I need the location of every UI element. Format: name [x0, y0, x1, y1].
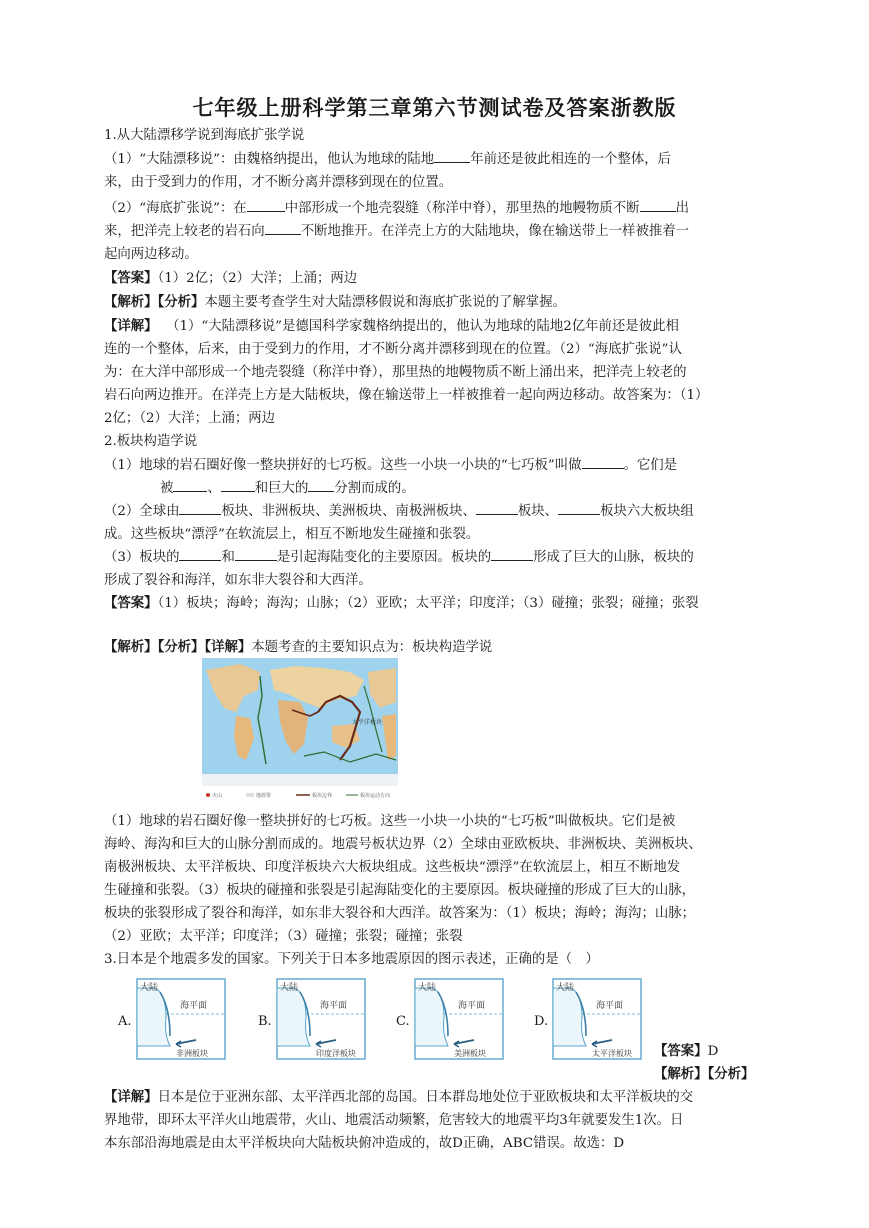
blank — [582, 454, 624, 469]
diagram-land-label: 大陆 — [280, 983, 299, 993]
blank — [265, 220, 301, 235]
diagram-sea-label: 海平面 — [180, 1001, 208, 1011]
q3-detail-line3: 本东部沿海地震是由太平洋板块向大陆板块俯冲造成的，故D正确，ABC错误。故选：D — [104, 1136, 625, 1151]
diagram-land-label: 大陆 — [140, 983, 159, 993]
q1-detail-line2: 连的一个整体，后来，由于受到力的作用，才不断分离并漂移到现在的位置。（2）“海底扩张说”认 — [104, 342, 682, 357]
q2-detail-line1: （1）地球的岩石圈好像一整块拼好的七巧板。这些一小块一小块的“七巧板”叫做板块。它们是被 — [104, 814, 676, 829]
q2-part2-line1: （2）全球由 板块、非洲板块、美洲板块、南极洲板块、 板块、 板块六大板块组 — [104, 500, 694, 523]
q3-analysis: 【解析】【分析】 — [654, 1066, 755, 1082]
blank — [640, 197, 676, 212]
q2-part2-line2: 成。这些板块“漂浮”在软流层上，相互不断地发生碰撞和张裂。 — [104, 527, 480, 542]
option-diagram — [276, 978, 366, 1060]
blank — [476, 500, 518, 515]
option-diagram — [552, 978, 642, 1060]
q2-answer: 【答案】（1）板块；海岭；海沟；山脉；（2）亚欧；太平洋；印度洋；（3）碰撞；张裂；碰撞；张裂 — [104, 595, 699, 611]
option-letter: C. — [396, 1014, 410, 1029]
q3-detail-line1: 【详解】日本是位于亚洲东部、太平洋西北部的岛国。日本群岛地处位于亚欧板块和太平洋板块的交 — [104, 1089, 694, 1105]
diagram-sea-label: 海平面 — [320, 1001, 348, 1011]
q1-analysis: 【解析】【分析】本题主要考查学生对大陆漂移假说和海底扩张说的了解掌握。 — [104, 294, 566, 310]
page-title: 七年级上册科学第三章第六节测试卷及答案浙教版 — [192, 95, 677, 120]
q2-detail-line3: 南极洲板块、太平洋板块、印度洋板块六大板块组成。这些板块“漂浮”在软流层上，相互不断地发 — [104, 860, 681, 875]
q1-detail-line4: 岩石向两边推开。在洋壳上方是大陆板块，像在输送带上一样被推着一起向两边移动。故答案为：（1） — [104, 388, 709, 403]
option-letter: B. — [258, 1014, 272, 1029]
subduction-diagram — [276, 978, 366, 1060]
q2-analysis: 【解析】【分析】【详解】本题考查的主要知识点为：板块构造学说 — [104, 639, 493, 655]
blank — [179, 500, 221, 515]
diagram-land-label: 大陆 — [418, 983, 437, 993]
q1-part1-line2: 来，由于受到力的作用，才不断分离并漂移到现在的位置。 — [104, 175, 453, 190]
blank — [173, 477, 207, 492]
plate-map-figure — [200, 656, 400, 802]
blank — [235, 546, 277, 561]
blank — [434, 148, 470, 163]
diagram-plate-label: 印度洋板块 — [316, 1049, 356, 1058]
q3-answer: 【答案】D — [654, 1043, 719, 1059]
option-diagram — [414, 978, 504, 1060]
blank — [247, 197, 285, 212]
map-label-pacific: 太平洋板块 — [352, 719, 383, 726]
diagram-land-label: 大陆 — [556, 983, 575, 993]
option-letter: A. — [118, 1014, 132, 1029]
continent-antarctica — [202, 774, 398, 786]
q2-part1-line2: 被 、 和巨大的 分割而成的。 — [160, 477, 415, 500]
blank — [221, 477, 255, 492]
q2-detail-line2: 海岭、海沟和巨大的山脉分割而成的。地震号板状边界（2）全球由亚欧板块、非洲板块、美洲板块、 — [104, 837, 702, 852]
q2-part3-line2: 形成了裂谷和海洋，如东非大裂谷和大西洋。 — [104, 573, 372, 588]
diagram-sea-label: 海平面 — [458, 1001, 486, 1011]
diagram-plate-label: 太平洋板块 — [592, 1049, 632, 1058]
diagram-plate-label: 非洲板块 — [176, 1049, 208, 1058]
q1-detail-line1: 【详解】 （1）“大陆漂移说”是德国科学家魏格纳提出的，他认为地球的陆地2亿年前还是彼此相 — [104, 318, 679, 334]
q1-answer: 【答案】（1）2亿；（2）大洋；上涌；两边 — [104, 270, 358, 286]
q1-detail-line5: 2亿；（2）大洋；上涌；两边 — [104, 411, 276, 426]
q2-heading: 2.板块构造学说 — [104, 434, 198, 449]
q3-heading: 3.日本是个地震多发的国家。下列关于日本多地震原因的图示表述，正确的是（ ） — [104, 952, 599, 967]
legend-boundary: 板块边界 — [312, 793, 333, 799]
legend-direction: 板块运动方向 — [360, 793, 391, 799]
q3-detail-line2: 界地带，即环太平洋火山地震带，火山、地震活动频繁，危害较大的地震平均3年就要发生1次。日 — [104, 1113, 684, 1128]
option-letter: D. — [534, 1014, 549, 1029]
q1-part2-line3: 起向两边移动。 — [104, 247, 198, 262]
subduction-diagram — [552, 978, 642, 1060]
subduction-diagram — [414, 978, 504, 1060]
q2-detail-line5: 板块的张裂形成了裂谷和海洋，如东非大裂谷和大西洋。故答案为：（1）板块；海岭；海沟；山脉； — [104, 906, 696, 921]
legend-volcano: 火山 — [212, 793, 223, 799]
plate-map-image — [200, 656, 400, 802]
q2-part3-line1: （3）板块的 和 是引起海陆变化的主要原因。板块的 形成了巨大的山脉，板块的 — [104, 546, 694, 569]
blank — [491, 546, 533, 561]
blank — [558, 500, 600, 515]
q1-part2-line2: 来，把洋壳上较老的岩石向 不断地推开。在洋壳上方的大陆地块，像在输送带上一样被推着一 — [104, 220, 689, 243]
diagram-sea-label: 海平面 — [596, 1001, 624, 1011]
q1-part2-line1: （2）“海底扩张说”：在 中部形成一个地壳裂缝（称洋中脊），那里热的地幔物质不断 出 — [104, 197, 689, 220]
blank — [179, 546, 221, 561]
q1-detail-line3: 为：在大洋中部形成一个地壳裂缝（称洋中脊），那里热的地幔物质不断上涌出来，把洋壳上较老的 — [104, 365, 687, 380]
subduction-diagram — [136, 978, 226, 1060]
legend-quake-zone: 地震带 — [256, 793, 272, 799]
diagram-plate-label: 美洲板块 — [454, 1049, 486, 1058]
q1-heading: 1.从大陆漂移学说到海底扩张学说 — [104, 128, 305, 143]
option-diagram — [136, 978, 226, 1060]
q1-part1-line1: （1）“大陆漂移说”：由魏格纳提出，他认为地球的陆地 年前还是彼此相连的一个整体，后 — [104, 148, 671, 171]
q2-part1-line1: （1）地球的岩石圈好像一整块拼好的七巧板。这些一小块一小块的“七巧板”叫做 。它们是 — [104, 454, 677, 477]
q2-detail-line4: 生碰撞和张裂。（3）板块的碰撞和张裂是引起海陆变化的主要原因。板块碰撞的形成了巨大的山脉， — [104, 883, 696, 898]
blank — [308, 477, 334, 492]
q2-detail-line6: （2）亚欧；太平洋；印度洋；（3）碰撞；张裂；碰撞；张裂 — [104, 929, 463, 944]
